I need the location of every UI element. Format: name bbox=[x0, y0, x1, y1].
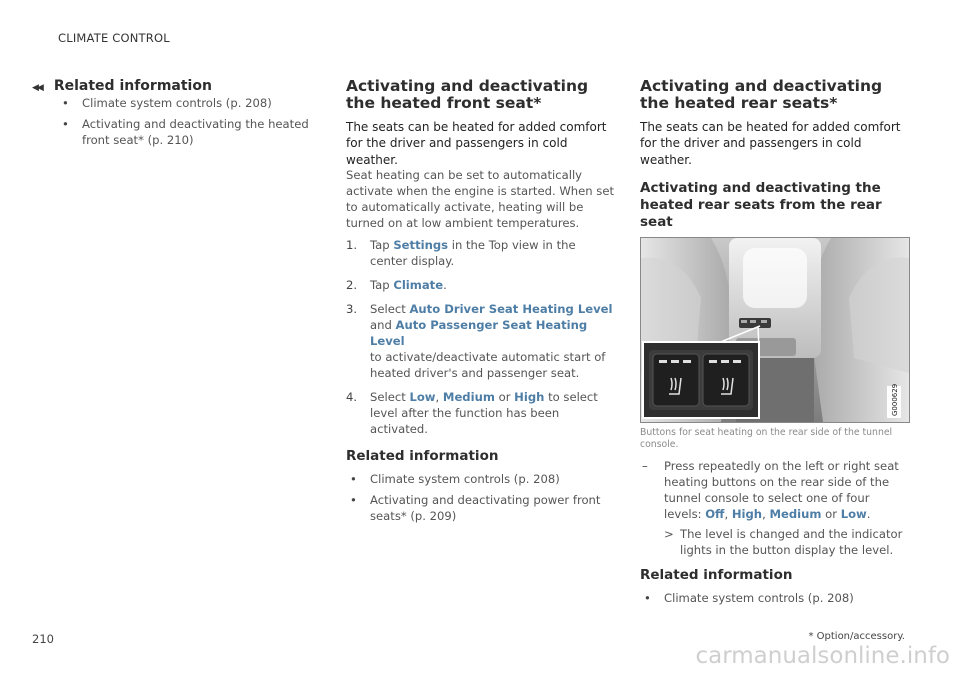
related-link[interactable]: Activating and deactivating power front seats* (p. 209) bbox=[370, 492, 601, 523]
step-item: 2. Tap Climate. bbox=[346, 278, 447, 293]
related-heading: Related information bbox=[640, 567, 793, 584]
continued-chevron-icon: ◀◀ bbox=[32, 83, 42, 93]
step-item: 3. Select Auto Driver Seat Heating Level and Auto Passenger Seat Heating Level to activate/deactivate automatic start of heated driver's and passenger seat. bbox=[346, 302, 613, 381]
image-caption: Buttons for seat heating on the rear side of the tunnel console. bbox=[640, 426, 893, 451]
action-item: – Press repeatedly on the left or right seat heating buttons on the rear side of the tunnel console to select one of four levels: Off, High, Medium or Low. > The level is changed and the indicator lights in the button display the level. bbox=[640, 459, 910, 559]
related-link[interactable]: Climate system controls (p. 208) bbox=[370, 471, 560, 486]
ui-term: Low bbox=[409, 390, 436, 405]
ui-term: Auto Passenger Seat Heating Level bbox=[370, 318, 588, 349]
bullet-icon: • bbox=[62, 117, 69, 132]
list-item[interactable] bbox=[58, 96, 322, 112]
right-seat-heating-button-illustration bbox=[703, 354, 749, 406]
related-link[interactable]: Climate system controls (p. 208) bbox=[82, 96, 272, 111]
section-title: Activating and deactivating the heated rear seats* bbox=[640, 77, 883, 113]
result-item: > The level is changed and the indicator lights in the button display the level. bbox=[664, 527, 903, 558]
body-text: Seat heating can be set to automatically activate when the engine is started. When set to automatically activate, heating will be turned on at low ambient temperatures. bbox=[346, 168, 615, 231]
related-link[interactable]: Activating and deactivating the heated front seat* (p. 210) bbox=[82, 117, 309, 148]
lead-text: The seats can be heated for added comfort for the driver and passengers in cold weather. bbox=[640, 119, 901, 167]
step-item: 4. Select Low, Medium or High to select level after the function has been activated. bbox=[346, 390, 598, 437]
ui-term: Medium bbox=[442, 390, 495, 405]
level-low: Low bbox=[840, 507, 867, 522]
list-item[interactable] bbox=[346, 493, 616, 525]
bullet-icon: • bbox=[350, 492, 357, 507]
related-heading: Related information bbox=[53, 78, 212, 94]
list-item[interactable] bbox=[640, 591, 910, 607]
level-high: High bbox=[731, 507, 763, 522]
section-title: Activating and deactivating the heated front seat* bbox=[346, 77, 589, 113]
column-middle bbox=[346, 78, 616, 530]
column-right bbox=[640, 78, 910, 612]
level-medium: Medium bbox=[769, 507, 822, 522]
bullet-icon: • bbox=[350, 471, 357, 486]
image-code: G000629 bbox=[891, 383, 899, 416]
related-heading: Related information bbox=[346, 448, 499, 465]
subheading: Activating and deactivating the heated rear seats from the rear seat bbox=[640, 180, 882, 231]
rear-console-illustration bbox=[641, 238, 909, 422]
list-item[interactable] bbox=[346, 472, 616, 488]
footnote: * Option/accessory. bbox=[808, 631, 905, 642]
left-seat-heating-button-illustration bbox=[653, 354, 699, 406]
column-left bbox=[32, 78, 322, 154]
bullet-icon: • bbox=[62, 96, 69, 111]
ui-term: Settings bbox=[393, 238, 449, 253]
ui-term: Climate bbox=[393, 278, 444, 293]
bullet-icon: • bbox=[644, 590, 651, 605]
ui-term: Auto Driver Seat Heating Level bbox=[409, 302, 613, 317]
level-off: Off bbox=[705, 507, 725, 522]
watermark: carmanualsonline.info bbox=[695, 643, 950, 670]
list-item[interactable] bbox=[58, 117, 322, 149]
related-link[interactable]: Climate system controls (p. 208) bbox=[664, 590, 854, 605]
page-number: 210 bbox=[32, 632, 54, 646]
ui-term: High bbox=[514, 390, 545, 405]
lead-text: The seats can be heated for added comfort for the driver and passengers in cold weather. bbox=[346, 119, 607, 167]
rear-console-photo bbox=[640, 237, 910, 423]
step-item: 1. Tap Settings in the Top view in the center display. bbox=[346, 238, 576, 269]
section-header: CLIMATE CONTROL bbox=[58, 31, 170, 45]
